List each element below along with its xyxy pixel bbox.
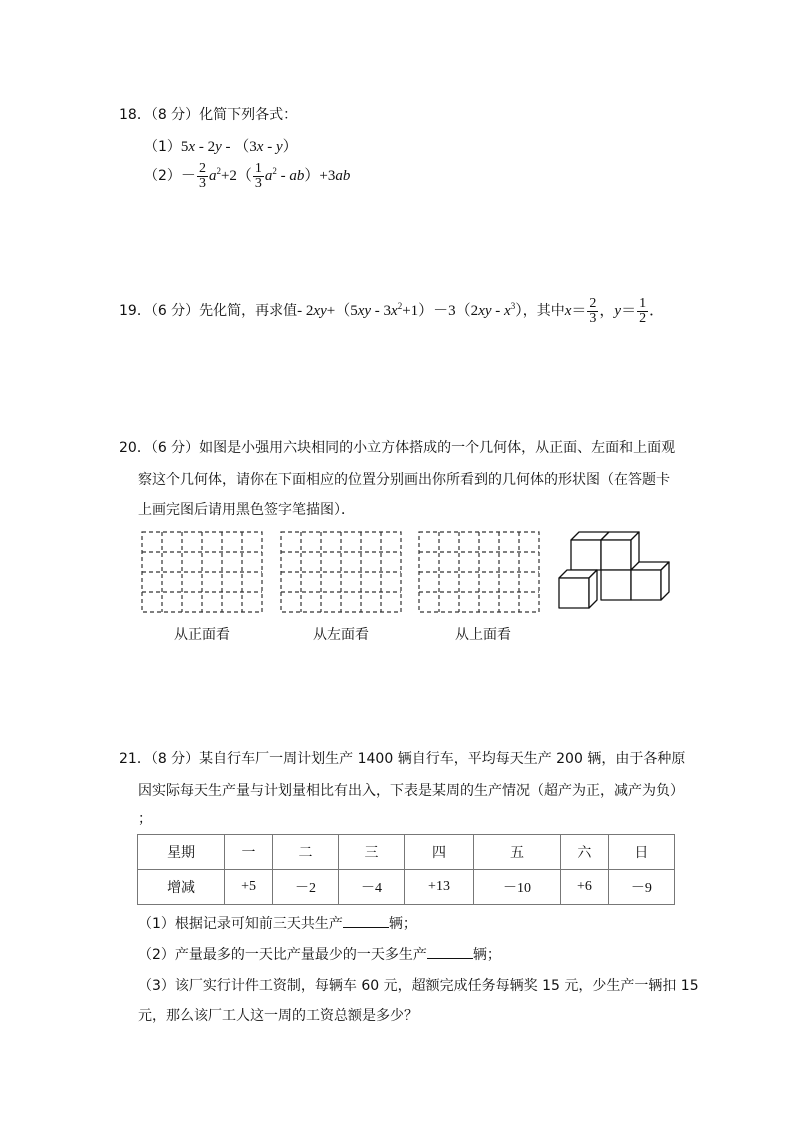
table-cell: －4 [339, 870, 405, 905]
q18-heading: 18．（8 分）化简下列各式： [119, 107, 298, 123]
table-cell: 四 [405, 835, 474, 870]
q18-expr2: － $\frac{2}{3}$ $a^2+2$（ $\frac{1}{3}$ $a^2 - ab)+3ab$ [180, 161, 351, 191]
left-view-label: 从左面看 [313, 627, 369, 643]
q20-line2: 察这个几何体，请你在下面相应的位置分别画出你所看到的几何体的形状图（在答题卡 [138, 472, 670, 488]
production-table [137, 834, 675, 905]
table-cell: 日 [608, 835, 674, 870]
fraction-1-3: $\frac{1}{3}$ [254, 161, 262, 191]
q18-part1 [144, 135, 298, 156]
q21-sub1-unit: 辆； [388, 916, 417, 932]
fraction-y-value: $\frac{1}{2}$ [639, 296, 647, 326]
q21-sub2 [138, 944, 501, 964]
q21-sub3-line2: 元，那么该厂工人这一周的工资总额是多少？ [138, 1008, 418, 1024]
table-cell: +13 [405, 870, 474, 905]
table-cell: +5 [225, 870, 273, 905]
table-cell: +6 [561, 870, 609, 905]
table-cell: －10 [473, 870, 560, 905]
fraction-2-3: $\frac{2}{3}$ [198, 161, 206, 191]
q21-sub2-unit: 辆； [472, 947, 501, 963]
table-cell: 星期 [138, 835, 225, 870]
q18-part1-label: （1） [144, 139, 181, 155]
q21-sub2-text: （2）产量最多的一天比产量最少的一天多生产 [138, 947, 427, 963]
front-view-grid[interactable] [140, 530, 265, 614]
q19-question [119, 297, 664, 326]
cube-solid-figure [555, 528, 675, 616]
table-header-row [138, 835, 675, 870]
top-view-label: 从上面看 [455, 627, 511, 643]
table-cell: 二 [272, 835, 338, 870]
q18-expr1: 5x - 2y - （3x - y） [180, 139, 298, 155]
front-view-label: 从正面看 [174, 627, 230, 643]
table-cell: －9 [608, 870, 674, 905]
q18-part2 [144, 162, 350, 191]
table-cell: 五 [473, 835, 560, 870]
answer-blank-2[interactable] [427, 946, 473, 959]
fraction-x-value: $\frac{2}{3}$ [589, 296, 597, 326]
table-cell: －2 [272, 870, 338, 905]
table-row [138, 870, 675, 905]
q21-line1: 21．（8 分）某自行车厂一周计划生产 1400 辆自行车，平均每天生产 200 辆，由于各种原 [119, 751, 686, 767]
table-cell: 一 [225, 835, 273, 870]
table-cell: 增减 [138, 870, 225, 905]
q19-heading: 19．（6 分）先化简，再求值 [119, 302, 298, 319]
q21-sub1-text: （1）根据记录可知前三天共生产 [138, 916, 343, 932]
q21-line3: ； [138, 811, 152, 827]
q19-expr: - $2xy+(5xy - 3x^2+1)-3(2xy - x^3)$ [297, 300, 523, 319]
q19-where: ，其中 [522, 302, 565, 319]
answer-blank-1[interactable] [343, 915, 389, 928]
left-view-grid[interactable] [279, 530, 404, 614]
q21-sub3-line1: （3）该厂实行计件工资制，每辆车 60 元，超额完成任务每辆奖 15 元，少生产一辆扣 15 [138, 978, 699, 994]
table-cell: 六 [561, 835, 609, 870]
q20-line3: 上画完图后请用黑色签字笔描图）． [138, 502, 355, 518]
q18-part2-label: （2） [144, 167, 181, 184]
q20-line1: 20．（6 分）如图是小强用六块相同的小立方体搭成的一个几何体，从正面、左面和上面观 [119, 440, 676, 456]
top-view-grid[interactable] [417, 530, 542, 614]
q21-sub1 [138, 913, 417, 933]
table-cell: 三 [339, 835, 405, 870]
q21-line2: 因实际每天生产量与计划量相比有出入，下表是某周的生产情况（超产为正，减产为负） [138, 783, 684, 799]
q19-values: x＝ $\frac{2}{3}$ ，y＝ $\frac{1}{2}$ ． [564, 296, 665, 326]
